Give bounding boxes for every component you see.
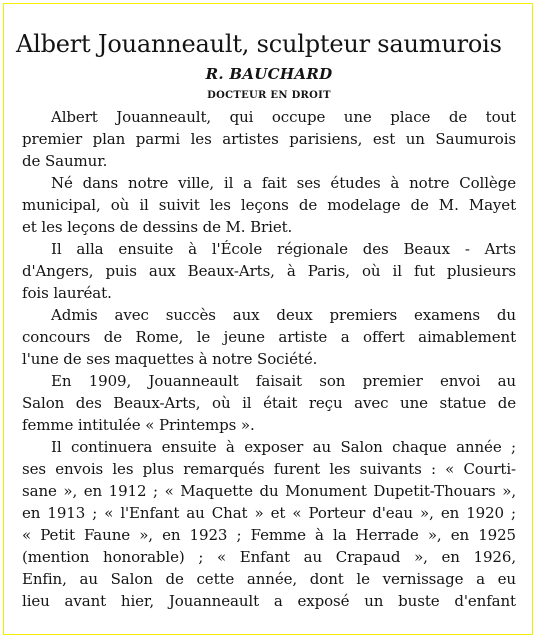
text-line: et les leçons de dessins de M. Briet.	[22, 218, 293, 236]
text-line: Enfin, au Salon de cette année, dont le vernissage a eu	[22, 570, 516, 588]
text-line: concours de Rome, le jeune artiste a offert aimablement	[22, 328, 516, 346]
text-line: Salon des Beaux-Arts, où il était reçu avec une statue de	[22, 394, 516, 412]
text-line: En 1909, Jouanneault faisait son premier envoi au	[51, 372, 516, 390]
text-line: (mention honorable) ; « Enfant au Crapaud », en 1926,	[22, 548, 516, 566]
text-line: Il continuera ensuite à exposer au Salon chaque année ;	[51, 438, 516, 456]
text-line: sane », en 1912 ; « Maquette du Monument Dupetit-Thouars »,	[22, 482, 516, 500]
article-body	[22, 106, 516, 612]
author-degree: DOCTEUR EN DROIT	[207, 90, 331, 101]
text-line: en 1913 ; « l'Enfant au Chat » et « Porteur d'eau », en 1920 ;	[22, 504, 516, 522]
text-line: femme intitulée « Printemps ».	[22, 416, 255, 434]
text-line: Albert Jouanneault, qui occupe une place de tout	[51, 108, 516, 126]
text-line: fois lauréat.	[22, 284, 112, 302]
article-author: R. BAUCHARD	[205, 65, 333, 83]
article-title: Albert Jouanneault, sculpteur saumurois	[16, 30, 502, 58]
text-line: Admis avec succès aux deux premiers examens du	[51, 306, 516, 324]
text-line: premier plan parmi les artistes parisiens, est un Saumurois	[22, 130, 516, 148]
text-line: Né dans notre ville, il a fait ses études à notre Collège	[51, 174, 516, 192]
text-line: lieu avant hier, Jouanneault a exposé un buste d'enfant	[22, 592, 516, 610]
text-line: Il alla ensuite à l'École régionale des Beaux - Arts	[51, 240, 516, 258]
text-line: l'une de ses maquettes à notre Société.	[22, 350, 318, 368]
text-line: de Saumur.	[22, 152, 108, 170]
text-line: ses envois les plus remarqués furent les suivants : « Courti-	[22, 460, 516, 478]
text-line: « Petit Faune », en 1923 ; Femme à la Herrade », en 1925	[22, 526, 516, 544]
text-line: d'Angers, puis aux Beaux-Arts, à Paris, où il fut plusieurs	[22, 262, 516, 280]
text-line: municipal, où il suivit les leçons de modelage de M. Mayet	[22, 196, 516, 214]
